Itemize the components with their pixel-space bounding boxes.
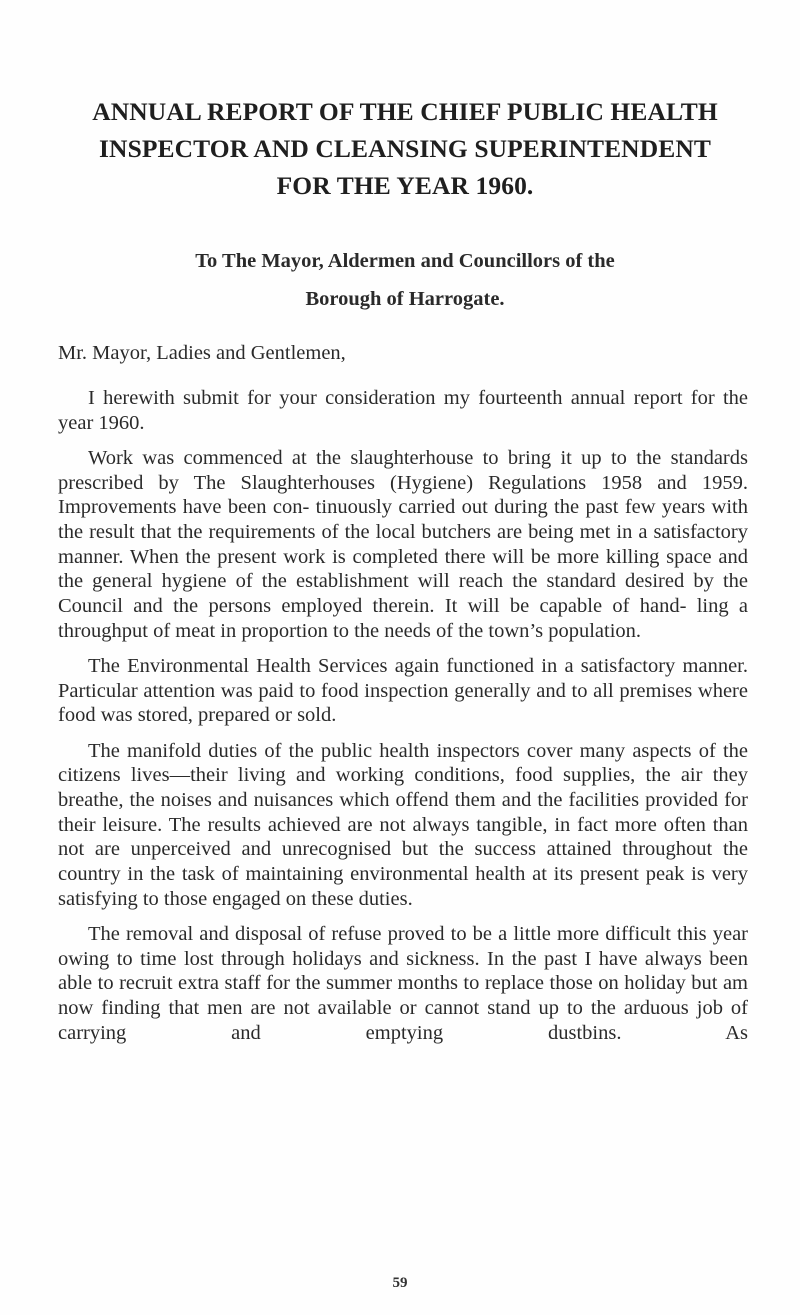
paragraph-2: Work was commenced at the slaughterhouse to bring it up to the standards prescribed by The Slaughterhouses (Hygiene) Regulations 1958 and 1959. Improvements have been con- tinuously carried out during the past few years with the result that the requirements of the local butchers are being met in a satisfactory manner. When the present work is completed there will be more killing space and the general hygiene of the establishment will reach the standard desired by the Council and the persons employed therein. It will be capable of hand- ling a throughput of meat in proportion to the needs of the town’s population. bbox=[58, 446, 748, 642]
paragraph-5: The removal and disposal of refuse proved to be a little more difficult this year owing to time lost through holidays and sickness. In the past I have always been able to recruit extra staff for the summer months to replace those on holiday but am now finding that men are not available or cannot stand up to the arduous job of carrying and emptying dustbins. As bbox=[58, 923, 748, 1044]
paragraph-1: I herewith submit for your consideration my fourteenth annual report for the year 1960. bbox=[58, 387, 748, 434]
report-body bbox=[58, 386, 748, 1056]
title-line-2: INSPECTOR AND CLEANSING SUPERINTENDENT bbox=[99, 134, 711, 163]
salutation: Mr. Mayor, Ladies and Gentlemen, bbox=[58, 342, 346, 364]
title-line-3: FOR THE YEAR 1960. bbox=[276, 171, 534, 200]
addressee bbox=[60, 242, 750, 318]
addressee-line-2: Borough of Harrogate. bbox=[305, 288, 505, 310]
page-number: 59 bbox=[392, 1275, 408, 1291]
addressee-line-1: To The Mayor, Aldermen and Councillors of the bbox=[195, 250, 615, 272]
paragraph-3: The Environmental Health Services again functioned in a satisfactory manner. Particular attention was paid to food inspection generally and to all premises where food was stored, prepared or sold. bbox=[58, 655, 748, 727]
paragraph-4: The manifold duties of the public health inspectors cover many aspects of the citizens lives—their living and working conditions, food supplies, the air they breathe, the noises and nuisances which offend them and the facilities provided for their leisure. The results achieved are not always tangible, in fact more often than not are unperceived and unrecognised but the success attained throughout the country in the task of maintaining environmental health at its present peak is very satisfying to those engaged on these duties. bbox=[58, 739, 748, 910]
title-line-1: ANNUAL REPORT OF THE CHIEF PUBLIC HEALTH bbox=[92, 97, 718, 126]
report-title bbox=[60, 93, 750, 204]
